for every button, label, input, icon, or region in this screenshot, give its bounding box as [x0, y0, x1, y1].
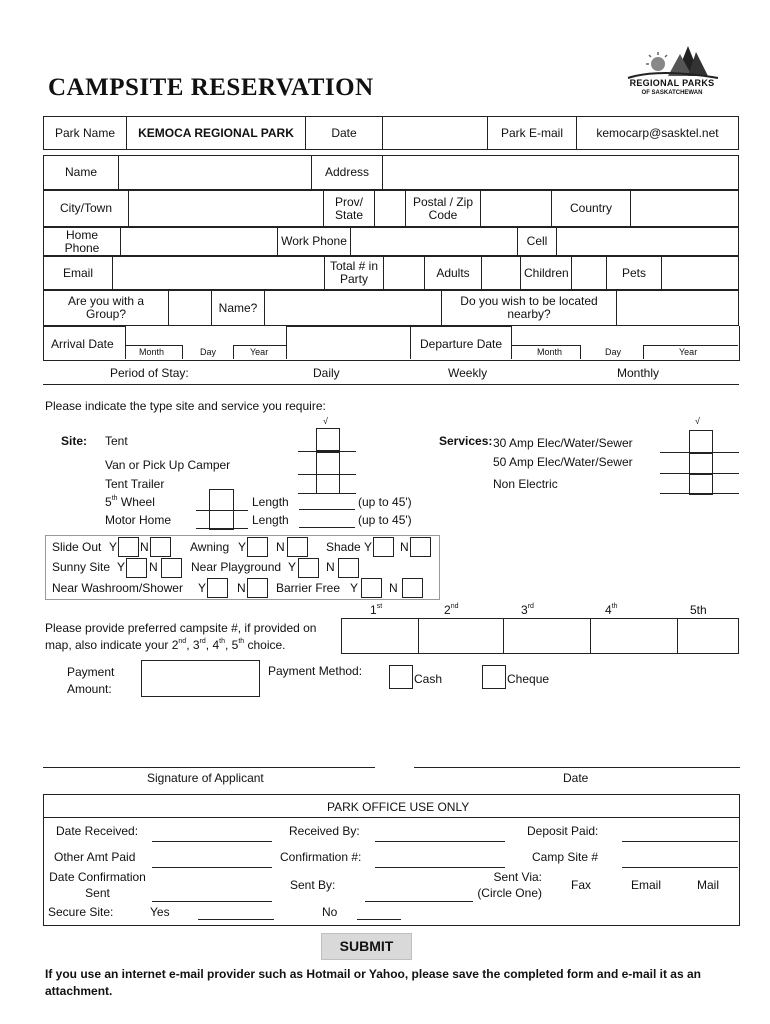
service-50amp-checkbox[interactable] [689, 453, 713, 475]
name-label: Name [44, 156, 119, 190]
period-monthly[interactable]: Monthly [617, 366, 660, 380]
service-30amp: 30 Amp Elec/Water/Sewer [493, 436, 633, 450]
secure-site-no: No [322, 905, 338, 919]
choice-2-field[interactable] [419, 619, 504, 654]
secure-site-yes: Yes [150, 905, 170, 919]
cash-label: Cash [414, 672, 443, 686]
email-field[interactable] [113, 257, 325, 290]
date-conf-label: Date Confirmation Sent [49, 870, 146, 900]
children-field[interactable] [572, 257, 607, 290]
slide-out-y: Y [109, 540, 118, 554]
choices-sup-th: th [219, 638, 225, 645]
deposit-paid-label: Deposit Paid: [527, 824, 599, 838]
near-washroom-yes-checkbox[interactable] [207, 578, 228, 598]
period-label: Period of Stay: [110, 366, 189, 380]
office-header: PARK OFFICE USE ONLY [327, 800, 470, 814]
choice-1-sup: st [376, 603, 383, 610]
van-checkbox[interactable] [316, 452, 340, 475]
choice-3-header [521, 603, 534, 617]
prov-field[interactable] [375, 191, 406, 227]
footer-note: If you use an internet e-mail provider such as Hotmail or Yahoo, please save the completed form and e-mail it as an attachment. [45, 967, 701, 998]
sunny-site-no-checkbox[interactable] [161, 558, 182, 578]
choices-text-b: choice. [244, 638, 286, 652]
group-name-label: Name? [212, 291, 265, 326]
choice-3-field[interactable] [504, 619, 591, 654]
pets-label: Pets [607, 257, 662, 290]
choice-5-field[interactable] [678, 619, 739, 654]
parks-logo-icon [618, 42, 726, 82]
barrier-free-yes-checkbox[interactable] [361, 578, 382, 598]
sunny-site-n: N [149, 560, 158, 574]
barrier-free-n: N [389, 581, 398, 595]
home-phone-field[interactable] [121, 228, 278, 256]
site-fifth-wheel [105, 495, 155, 509]
nearby-field[interactable] [617, 291, 739, 326]
near-playground-n: N [326, 560, 335, 574]
sent-via-mail[interactable]: Mail [697, 878, 720, 892]
services-check-mark: √ [695, 416, 700, 426]
date-received-label: Date Received: [56, 824, 139, 838]
arrival-month: Month [139, 347, 165, 357]
services-label: Services: [439, 434, 493, 448]
park-email-value: kemocarp@sasktel.net [577, 117, 739, 150]
choices-text-a: map, also indicate your 2 [45, 638, 179, 652]
group-label: Are you with a Group? [44, 291, 169, 326]
adults-field[interactable] [482, 257, 521, 290]
home-phone-label: Home Phone [44, 228, 121, 256]
fifth-wheel-checkbox[interactable] [209, 489, 234, 512]
adults-label: Adults [425, 257, 482, 290]
shade-y: Y [364, 540, 373, 554]
city-field[interactable] [129, 191, 324, 227]
postal-label: Postal / Zip Code [406, 191, 481, 227]
near-washroom-n: N [237, 581, 246, 595]
park-info-table [43, 116, 739, 150]
phone-row [43, 227, 739, 256]
office-header-divider [43, 817, 739, 818]
signature-field[interactable] [43, 767, 375, 768]
departure-label: Departure Date [420, 337, 503, 351]
secure-site-no-field[interactable] [357, 919, 401, 920]
work-phone-field[interactable] [351, 228, 518, 256]
fifth-length-label: Length [252, 495, 289, 509]
country-label: Country [552, 191, 631, 227]
near-playground-y: Y [288, 560, 297, 574]
city-row [43, 190, 739, 227]
awning-label: Awning [190, 540, 230, 554]
site-intro: Please indicate the type site and service you require: [45, 399, 326, 413]
choice-2-header [444, 603, 458, 617]
email-label: Email [44, 257, 113, 290]
trailer-checkbox[interactable] [316, 474, 340, 494]
name-field[interactable] [119, 156, 312, 190]
city-label: City/Town [44, 191, 129, 227]
slide-out-n: N [140, 540, 149, 554]
shade-yes-checkbox[interactable] [373, 537, 394, 557]
motor-length-label: Length [252, 513, 289, 527]
tent-checkbox[interactable] [316, 428, 340, 451]
choices-intro-line2 [45, 638, 286, 652]
choices-sup-rd: rd [199, 638, 206, 645]
choice-3-sup: rd [527, 603, 534, 610]
secure-site-yes-field[interactable] [198, 919, 274, 920]
departure-day: Day [605, 347, 622, 357]
signature-date-label: Date [563, 771, 589, 785]
fifth-wheel-sup: th [111, 495, 118, 502]
sunny-site-yes-checkbox[interactable] [126, 558, 147, 578]
work-phone-label: Work Phone [278, 228, 351, 256]
secure-site-label: Secure Site: [48, 905, 114, 919]
group-field[interactable] [169, 291, 212, 326]
near-washroom-y: Y [198, 581, 207, 595]
motor-home-checkbox[interactable] [209, 510, 234, 530]
deposit-paid-field[interactable] [622, 841, 738, 842]
service-non-electric-checkbox[interactable] [689, 474, 713, 495]
barrier-free-label: Barrier Free [276, 581, 341, 595]
site-check-mark: √ [323, 416, 328, 426]
service-line-2 [660, 473, 739, 474]
sent-via-fax[interactable]: Fax [571, 878, 592, 892]
choices-text-4: , 4 [205, 638, 220, 652]
awning-n: N [276, 540, 285, 554]
regional-parks-logo [618, 42, 726, 104]
near-washroom-no-checkbox[interactable] [247, 578, 268, 598]
fifth-length-limit: (up to 45') [358, 495, 412, 509]
choice-4-sup: th [611, 603, 618, 610]
choice-1-number: 1 [370, 603, 377, 617]
payment-amount-label: Payment Amount: [67, 665, 115, 696]
signature-label: Signature of Applicant [147, 771, 264, 785]
service-line-1 [660, 452, 739, 453]
departure-year: Year [679, 347, 698, 357]
sent-by-label: Sent By: [290, 878, 336, 892]
slide-out-no-checkbox[interactable] [150, 537, 171, 557]
received-by-field[interactable] [375, 841, 505, 842]
choice-3-number: 3 [521, 603, 528, 617]
cheque-checkbox[interactable] [482, 665, 506, 689]
prov-label: Prov/ State [324, 191, 375, 227]
awning-y: Y [238, 540, 247, 554]
sent-via-label: Sent Via: (Circle One) [477, 870, 542, 900]
date-conf-field[interactable] [152, 901, 272, 902]
sunny-site-y: Y [117, 560, 126, 574]
service-50amp: 50 Amp Elec/Water/Sewer [493, 455, 633, 469]
near-playground-no-checkbox[interactable] [338, 558, 359, 578]
service-line-3 [660, 493, 739, 494]
shade-label: Shade [326, 540, 361, 554]
logo-line1: REGIONAL PARKS [629, 78, 715, 88]
near-washroom-label: Near Washroom/Shower [52, 581, 183, 595]
sent-via-email[interactable]: Email [631, 878, 662, 892]
choice-2-sup: nd [450, 603, 459, 610]
total-party-field[interactable] [384, 257, 425, 290]
page-title: CAMPSITE RESERVATION [48, 74, 374, 101]
fifth-length-field[interactable] [299, 509, 355, 510]
nearby-label: Do you wish to be located nearby? [442, 291, 617, 326]
service-non-electric: Non Electric [493, 477, 558, 491]
fifth-wheel-number: 5 [105, 495, 112, 509]
trailer-line [298, 493, 356, 494]
choice-1-field[interactable] [342, 619, 419, 654]
barrier-free-no-checkbox[interactable] [402, 578, 423, 598]
period-divider [43, 384, 739, 385]
total-party-label: Total # in Party [325, 257, 384, 290]
date-label: Date [306, 117, 383, 150]
period-weekly[interactable]: Weekly [448, 366, 488, 380]
fifth-wheel-line [196, 510, 248, 511]
camp-site-field[interactable] [622, 867, 738, 868]
choice-4-number: 4 [605, 603, 612, 617]
slide-out-label: Slide Out [52, 540, 102, 554]
sunny-site-label: Sunny Site [52, 560, 111, 574]
barrier-free-y: Y [350, 581, 359, 595]
payment-method-label: Payment Method: [268, 664, 363, 678]
choices-intro-line1: Please provide preferred campsite #, if provided on [45, 621, 317, 635]
choice-2-number: 2 [444, 603, 451, 617]
cheque-label: Cheque [507, 672, 550, 686]
sent-by-field[interactable] [365, 901, 473, 902]
departure-separator [410, 326, 411, 359]
group-row [43, 290, 739, 326]
postal-field[interactable] [481, 191, 552, 227]
confirmation-field[interactable] [375, 867, 505, 868]
email-row [43, 256, 739, 290]
cell-field[interactable] [557, 228, 739, 256]
near-playground-yes-checkbox[interactable] [298, 558, 319, 578]
pets-field[interactable] [662, 257, 739, 290]
awning-no-checkbox[interactable] [287, 537, 308, 557]
received-by-label: Received By: [289, 824, 360, 838]
confirmation-label: Confirmation #: [280, 850, 362, 864]
motor-length-limit: (up to 45') [358, 513, 412, 527]
payment-amount-field[interactable] [141, 660, 260, 697]
site-motor-home: Motor Home [105, 513, 172, 527]
choices-text-5: , 5 [224, 638, 239, 652]
slide-out-yes-checkbox[interactable] [118, 537, 139, 557]
service-30amp-checkbox[interactable] [689, 430, 713, 454]
arrival-day: Day [200, 347, 217, 357]
choices-sup-nd: nd [178, 638, 187, 645]
camp-site-label: Camp Site # [532, 850, 599, 864]
park-name-label: Park Name [44, 117, 127, 150]
choices-text-3: , 3 [186, 638, 200, 652]
cell-label: Cell [518, 228, 557, 256]
name-row [43, 155, 739, 190]
arrival-year: Year [250, 347, 269, 357]
other-amt-field[interactable] [152, 867, 272, 868]
fifth-wheel-text: Wheel [117, 495, 155, 509]
site-van: Van or Pick Up Camper [105, 458, 231, 472]
choice-4-header [605, 603, 618, 617]
other-amt-label: Other Amt Paid [54, 850, 136, 864]
signature-date-field[interactable] [414, 767, 740, 768]
arrival-label: Arrival Date [51, 337, 114, 351]
site-trailer: Tent Trailer [105, 477, 165, 491]
address-label: Address [312, 156, 383, 190]
campsite-choices-table [341, 618, 739, 654]
submit-button[interactable]: SUBMIT [321, 933, 412, 960]
shade-n: N [400, 540, 409, 554]
motor-home-line [196, 528, 248, 529]
departure-month: Month [537, 347, 563, 357]
park-name-value: KEMOCA REGIONAL PARK [127, 117, 306, 150]
period-daily[interactable]: Daily [313, 366, 340, 380]
logo-line2: OF SASKATCHEWAN [641, 90, 703, 96]
country-field[interactable] [631, 191, 739, 227]
date-received-field[interactable] [152, 841, 272, 842]
site-label: Site: [61, 434, 88, 448]
site-tent: Tent [105, 434, 128, 448]
cash-checkbox[interactable] [389, 665, 413, 689]
choice-4-field[interactable] [591, 619, 678, 654]
shade-no-checkbox[interactable] [410, 537, 431, 557]
address-field[interactable] [383, 156, 739, 190]
near-playground-label: Near Playground [191, 560, 282, 574]
choice-5-header: 5th [690, 603, 707, 617]
date-field[interactable] [383, 117, 488, 150]
park-email-label: Park E-mail [488, 117, 577, 150]
choices-sup-th2: th [238, 638, 245, 645]
motor-length-field[interactable] [299, 527, 355, 528]
awning-yes-checkbox[interactable] [247, 537, 268, 557]
children-label: Children [521, 257, 572, 290]
group-name-field[interactable] [265, 291, 442, 326]
choice-1-header [370, 603, 382, 617]
